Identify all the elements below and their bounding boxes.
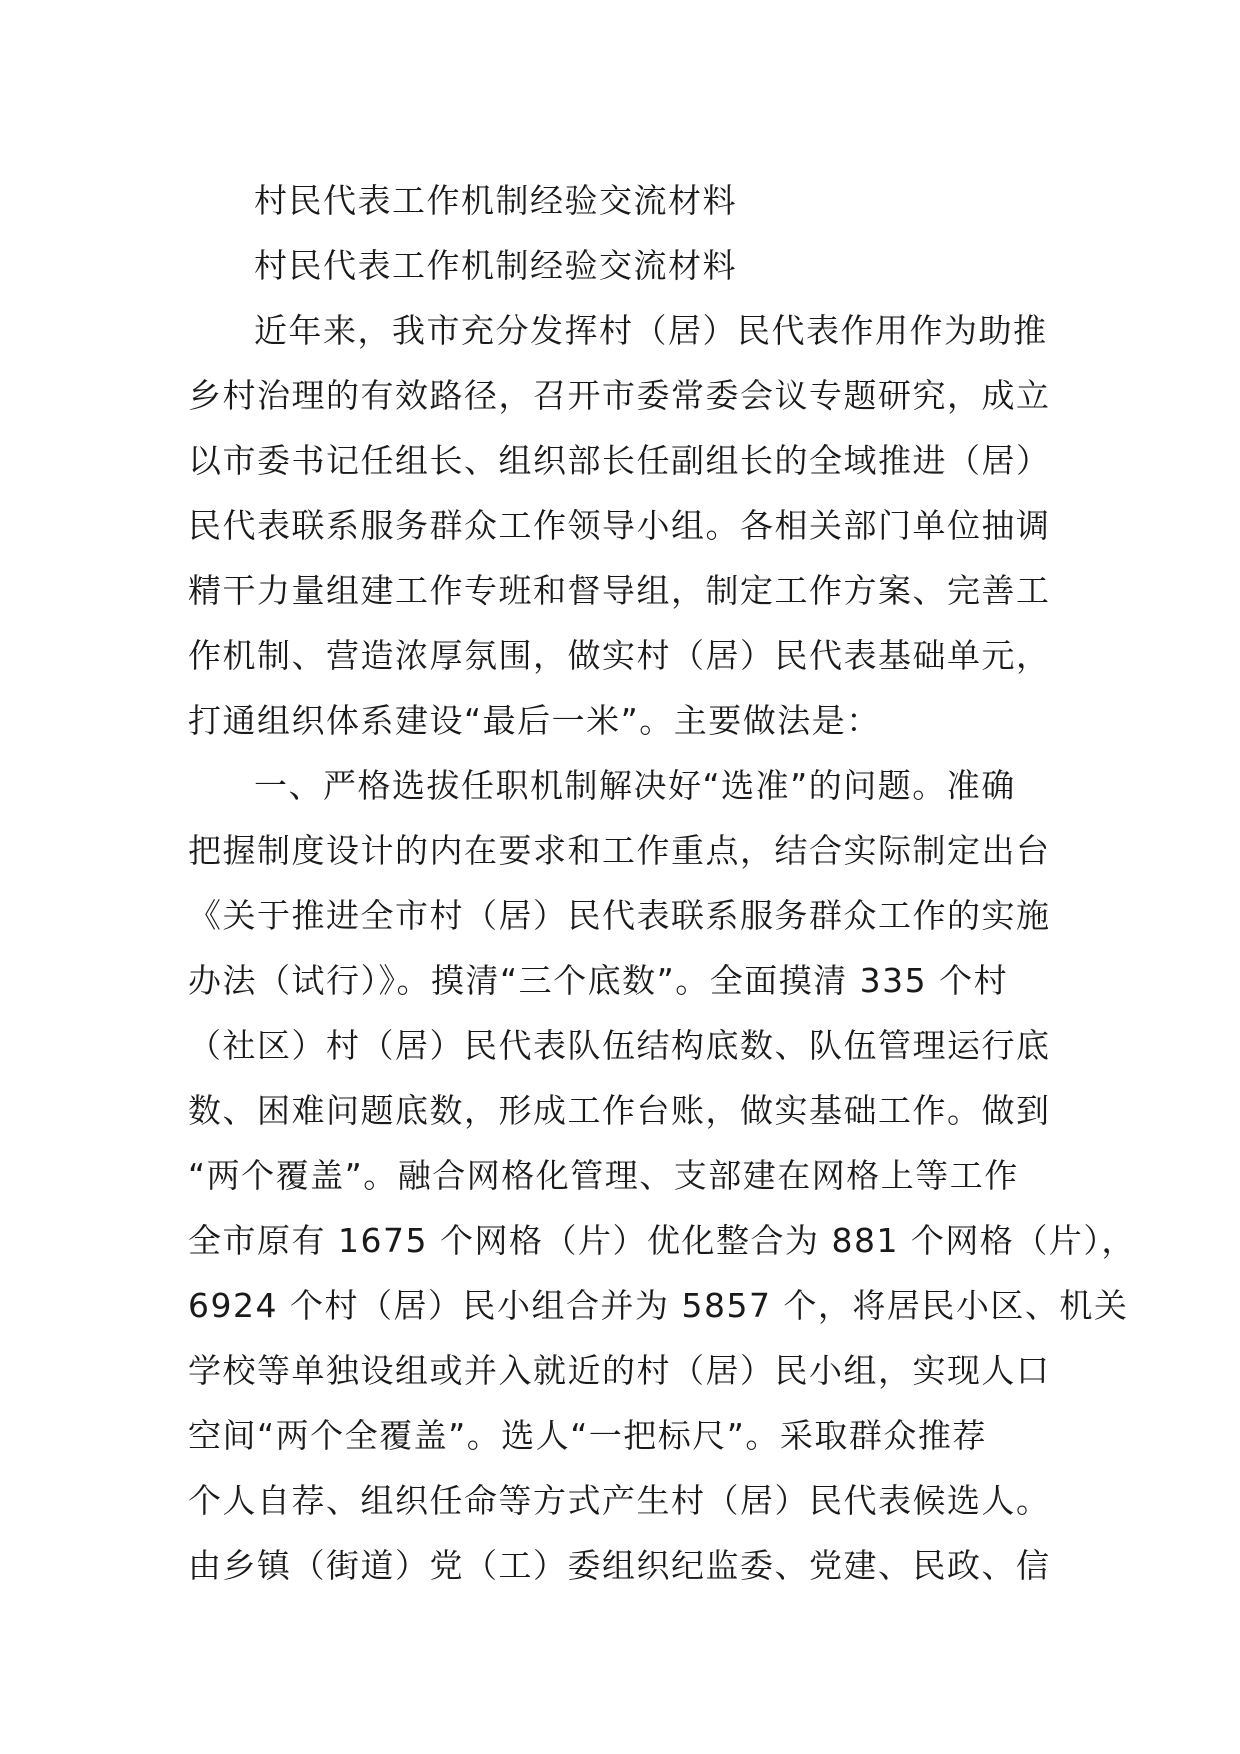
paragraph-2-line-2: 把握制度设计的内在要求和工作重点，结合实际制定出台: [188, 831, 1051, 870]
document-body: [188, 168, 1136, 1598]
paragraph-2-line-13: 由乡镇（街道）党（工）委组织纪监委、党建、民政、信: [188, 1546, 1051, 1585]
paragraph-2-line-3: 《关于推进全市村（居）民代表联系服务群众工作的实施: [188, 896, 1051, 935]
paragraph-1-line-7: 打通组织体系建设“最后一米”。主要做法是：: [188, 701, 881, 740]
paragraph-1-line-5: 精干力量组建工作专班和督导组，制定工作方案、完善工: [188, 571, 1051, 610]
paragraph-2-line-4: 办法（试行）》。摸清“三个底数”。全面摸清 335 个村: [188, 961, 1009, 1000]
paragraph-1-line-1: 近年来，我市充分发挥村（居）民代表作用作为助推: [254, 311, 1048, 350]
paragraph-2-line-12: 个人自荐、组织任命等方式产生村（居）民代表候选人。: [188, 1481, 1051, 1520]
paragraph-2-line-1: 一、严格选拔任职机制解决好“选准”的问题。准确: [254, 766, 1016, 805]
paragraph-2-line-6: 数、困难问题底数，形成工作台账，做实基础工作。做到: [188, 1091, 1051, 1130]
paragraph-1-line-6: 作机制、营造浓厚氛围，做实村（居）民代表基础单元，: [188, 636, 1051, 675]
paragraph-1-line-3: 以市委书记任组长、组织部长任副组长的全域推进（居）: [188, 441, 1051, 480]
paragraph-1-line-2: 乡村治理的有效路径，召开市委常委会议专题研究，成立: [188, 376, 1051, 415]
paragraph-2-line-11: 空间“两个全覆盖”。选人“一把标尺”。采取群众推荐: [188, 1416, 987, 1455]
paragraph-1-line-4: 民代表联系服务群众工作领导小组。各相关部门单位抽调: [188, 506, 1051, 545]
paragraph-2-line-9: 6924 个村（居）民小组合并为 5857 个，将居民小区、机关: [188, 1286, 1129, 1325]
paragraph-2-line-10: 学校等单独设组或并入就近的村（居）民小组，实现人口: [188, 1351, 1051, 1390]
paragraph-2-line-5: （社区）村（居）民代表队伍结构底数、队伍管理运行底: [188, 1026, 1051, 1065]
paragraph-2-line-7: “两个覆盖”。融合网格化管理、支部建在网格上等工作: [188, 1156, 1019, 1195]
paragraph-2-line-8: 全市原有 1675 个网格（片）优化整合为 881 个网格（片），: [188, 1221, 1136, 1260]
document-subtitle: 村民代表工作机制经验交流材料: [254, 246, 737, 285]
document-title: 村民代表工作机制经验交流材料: [254, 181, 737, 220]
